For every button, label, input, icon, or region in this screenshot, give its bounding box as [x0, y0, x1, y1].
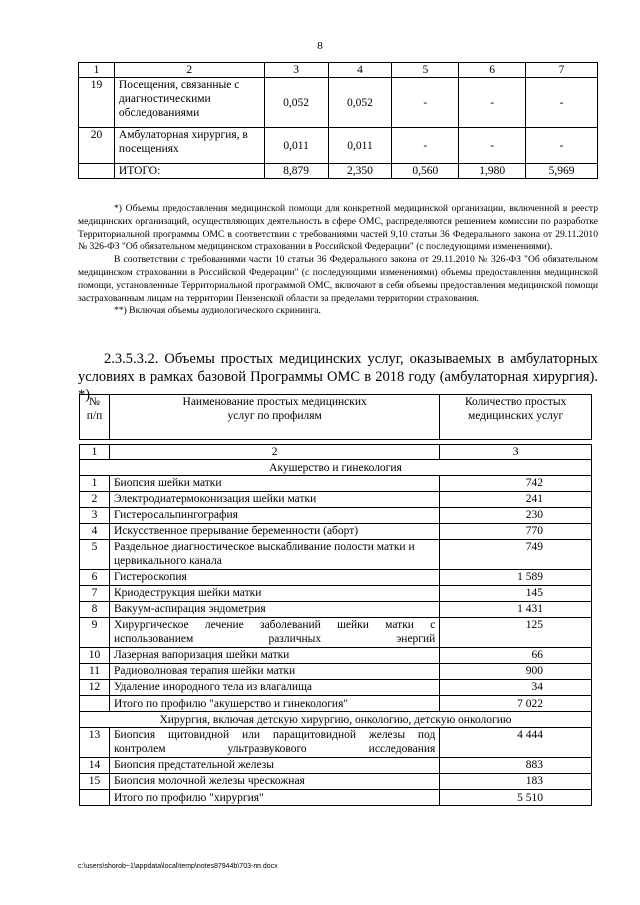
table-row [80, 602, 592, 618]
column-number: 3 [440, 445, 592, 460]
service-name: Биопсия предстательной железы [109, 758, 439, 774]
row-number: 20 [79, 128, 115, 164]
table-header-row [79, 63, 598, 78]
column-number: 7 [526, 63, 598, 78]
service-quantity: 145 [440, 586, 592, 602]
head-number: № п/п [80, 395, 110, 440]
section-row [80, 460, 592, 476]
subtotal-value: 5 510 [440, 790, 592, 806]
empty-cell [79, 164, 115, 179]
row-number: 9 [80, 618, 110, 648]
subtotal-label: Итого по профилю "акушерство и гинекология" [109, 696, 439, 712]
table-row [80, 586, 592, 602]
service-quantity: 125 [440, 618, 592, 648]
total-value: 2,350 [328, 164, 392, 179]
page-number: 8 [317, 40, 323, 52]
head-name: Наименование простых медицинских услуг по профилям [109, 395, 439, 440]
table-row [80, 540, 592, 570]
service-name: Гистероскопия [109, 570, 439, 586]
footnote-2: В соответствии с требованиями части 10 статьи 36 Федерального закона от 29.11.2010 № 326-ФЗ "Об обязательном медицинском страховании в Российской Федерации" (с последующими изменениями) объемы предоставления медицинской помощи, установленные Территориальной программой ОМС, включают в себя объемы предоставления медицинской помощи застрахованным лицам на территории Пензенской области за пределами территории страхования. [78, 254, 598, 304]
column-number: 6 [459, 63, 526, 78]
service-name: Искусственное прерывание беременности (аборт) [109, 524, 439, 540]
row-number: 7 [80, 586, 110, 602]
subtotal-row [80, 790, 592, 806]
section-title: Акушерство и гинекология [80, 460, 592, 476]
service-name: Хирургическое лечение заболеваний шейки матки с использованием различных энергий [109, 618, 439, 648]
row-number: 12 [80, 680, 110, 696]
row-name: Посещения, связанные с диагностическими обследованиями [114, 78, 264, 128]
service-quantity: 749 [440, 540, 592, 570]
row-number: 10 [80, 648, 110, 664]
cell-value: - [392, 78, 459, 128]
service-name: Гистеросальпингография [109, 508, 439, 524]
service-quantity: 4 444 [440, 728, 592, 758]
volumes-table-continuation [78, 62, 598, 179]
table-row [80, 728, 592, 758]
table-row [80, 524, 592, 540]
table-row [80, 618, 592, 648]
row-number: 4 [80, 524, 110, 540]
service-name: Вакуум-аспирация эндометрия [109, 602, 439, 618]
section-heading: 2.3.5.3.2. Объемы простых медицинских услуг, оказываемых в амбулаторных условиях в рамках базовой Программы ОМС в 2018 году (амбулаторная хирургия). *) [78, 351, 598, 403]
footnote-1: *) Объемы предоставления медицинской помощи для конкретной медицинской организации, включенной в реестр медицинских организаций, осуществляющих деятельность в сфере ОМС, распределяются решением комиссии по разработке Территориальной программы ОМС в соответствии с требованиями частей 9,10 статьи 36 Федерального закона от 29.11.2010 № 326-ФЗ "Об обязательном медицинском страховании в Российской Федерации" (с последующими изменениями). [78, 203, 598, 253]
row-number: 19 [79, 78, 115, 128]
table-row [80, 664, 592, 680]
column-number: 4 [328, 63, 392, 78]
table-row [80, 680, 592, 696]
cell-value: 0,052 [328, 78, 392, 128]
service-name: Радиоволновая терапия шейки матки [109, 664, 439, 680]
head-quantity: Количество простых медицинских услуг [440, 395, 592, 440]
subtotal-value: 7 022 [440, 696, 592, 712]
service-quantity: 241 [440, 492, 592, 508]
service-quantity: 1 431 [440, 602, 592, 618]
cell-value: - [392, 128, 459, 164]
table-row [80, 774, 592, 790]
cell-value: - [459, 78, 526, 128]
file-path-footer: c:\users\shorob~1\appdata\local\temp\notes87944b\703-пп.docx [78, 863, 278, 870]
total-value: 8,879 [264, 164, 328, 179]
cell-value: 0,052 [264, 78, 328, 128]
total-value: 0,560 [392, 164, 459, 179]
cell-value: - [526, 128, 598, 164]
service-quantity: 883 [440, 758, 592, 774]
service-name: Биопсия шейки матки [109, 476, 439, 492]
table-row [80, 570, 592, 586]
empty-cell [80, 790, 110, 806]
row-number: 8 [80, 602, 110, 618]
row-number: 13 [80, 728, 110, 758]
footnote-3: **) Включая объемы аудиологического скрининга. [114, 305, 321, 317]
service-quantity: 1 589 [440, 570, 592, 586]
column-number: 5 [392, 63, 459, 78]
row-number: 11 [80, 664, 110, 680]
column-numbers-row [80, 445, 592, 460]
row-number: 1 [80, 476, 110, 492]
service-quantity: 66 [440, 648, 592, 664]
column-number: 1 [79, 63, 115, 78]
table-row [80, 758, 592, 774]
service-name: Электродиатермоконизация шейки матки [109, 492, 439, 508]
service-quantity: 770 [440, 524, 592, 540]
cell-value: - [459, 128, 526, 164]
simple-services-table [79, 394, 592, 806]
table-head-row [80, 395, 592, 440]
footnotes [78, 203, 598, 318]
table-row [79, 78, 598, 128]
service-quantity: 900 [440, 664, 592, 680]
column-number: 2 [109, 445, 439, 460]
total-label: ИТОГО: [114, 164, 264, 179]
service-quantity: 183 [440, 774, 592, 790]
service-name: Биопсия щитовидной или паращитовидной железы под контролем ультразвукового исследования [109, 728, 439, 758]
cell-value: - [526, 78, 598, 128]
table-row [80, 648, 592, 664]
row-number: 15 [80, 774, 110, 790]
subtotal-label: Итого по профилю "хирургия" [109, 790, 439, 806]
column-number: 2 [114, 63, 264, 78]
row-number: 5 [80, 540, 110, 570]
table-row [80, 492, 592, 508]
total-row [79, 164, 598, 179]
row-number: 2 [80, 492, 110, 508]
cell-value: 0,011 [328, 128, 392, 164]
service-name: Удаление инородного тела из влагалища [109, 680, 439, 696]
column-number: 1 [80, 445, 110, 460]
section-row [80, 712, 592, 728]
table-row [80, 476, 592, 492]
section-title: Хирургия, включая детскую хирургию, онкологию, детскую онкологию [80, 712, 592, 728]
service-name: Лазерная вапоризация шейки матки [109, 648, 439, 664]
subtotal-row [80, 696, 592, 712]
service-quantity: 230 [440, 508, 592, 524]
row-number: 14 [80, 758, 110, 774]
cell-value: 0,011 [264, 128, 328, 164]
total-value: 5,969 [526, 164, 598, 179]
row-name: Амбулаторная хирургия, в посещениях [114, 128, 264, 164]
row-number: 6 [80, 570, 110, 586]
service-quantity: 34 [440, 680, 592, 696]
service-quantity: 742 [440, 476, 592, 492]
service-name: Криодеструкция шейки матки [109, 586, 439, 602]
service-name: Биопсия молочной железы чрескожная [109, 774, 439, 790]
empty-cell [80, 696, 110, 712]
total-value: 1,980 [459, 164, 526, 179]
table-row [79, 128, 598, 164]
table-row [80, 508, 592, 524]
column-number: 3 [264, 63, 328, 78]
row-number: 3 [80, 508, 110, 524]
service-name: Раздельное диагностическое выскабливание полости матки и цервикального канала [109, 540, 439, 570]
